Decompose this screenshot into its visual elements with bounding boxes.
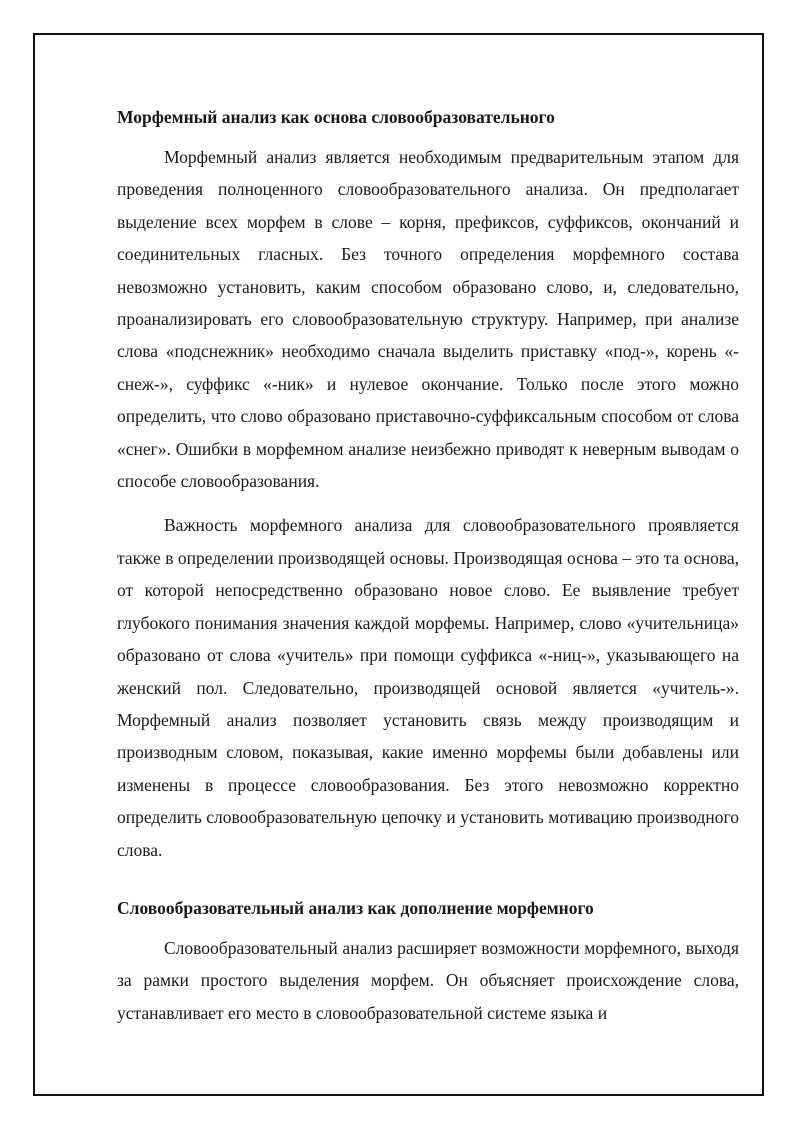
document-body [117, 101, 739, 1041]
paragraph: Важность морфемного анализа для словообразовательного проявляется также в определении производящей основы. Производящая основа – это та основа, от которой непосредственно образовано новое слово. Ее выявление требует глубокого понимания значения каждой морфемы. Например, слово «учительница» образовано от слова «учитель» при помощи суффикса «-ниц-», указывающего на женский пол. Следовательно, производящей основой является «учитель-». Морфемный анализ позволяет установить связь между производящим и производным словом, показывая, какие именно морфемы были добавлены или изменены в процессе словообразования. Без этого невозможно корректно определить словообразовательную цепочку и установить мотивацию производного слова. [117, 515, 739, 860]
paragraph: Морфемный анализ является необходимым предварительным этапом для проведения полноценного словообразовательного анализа. Он предполагает выделение всех морфем в слове – корня, префиксов, суффиксов, окончаний и соединительных гласных. Без точного определения морфемного состава невозможно установить, каким способом образовано слово, и, следовательно, проанализировать его словообразовательную структуру. Например, при анализе слова «подснежник» необходимо сначала выделить приставку «под-», корень «-снеж-», суффикс «-ник» и нулевое окончание. Только после этого можно определить, что слово образовано приставочно-суффиксальным способом от слова «снег». Ошибки в морфемном анализе неизбежно приводят к неверным выводам о способе словообразования. [117, 147, 739, 492]
section-heading-morpheme-analysis: Морфемный анализ как основа словообразовательного [117, 107, 555, 127]
section-heading-derivational-analysis: Словообразовательный анализ как дополнение морфемного [117, 897, 594, 918]
paragraph: Словообразовательный анализ расширяет возможности морфемного, выходя за рамки простого выделения морфем. Он объясняет происхождение слова, устанавливает его место в словообразовательной системе языка и [117, 937, 739, 1023]
page-border [33, 33, 764, 1096]
